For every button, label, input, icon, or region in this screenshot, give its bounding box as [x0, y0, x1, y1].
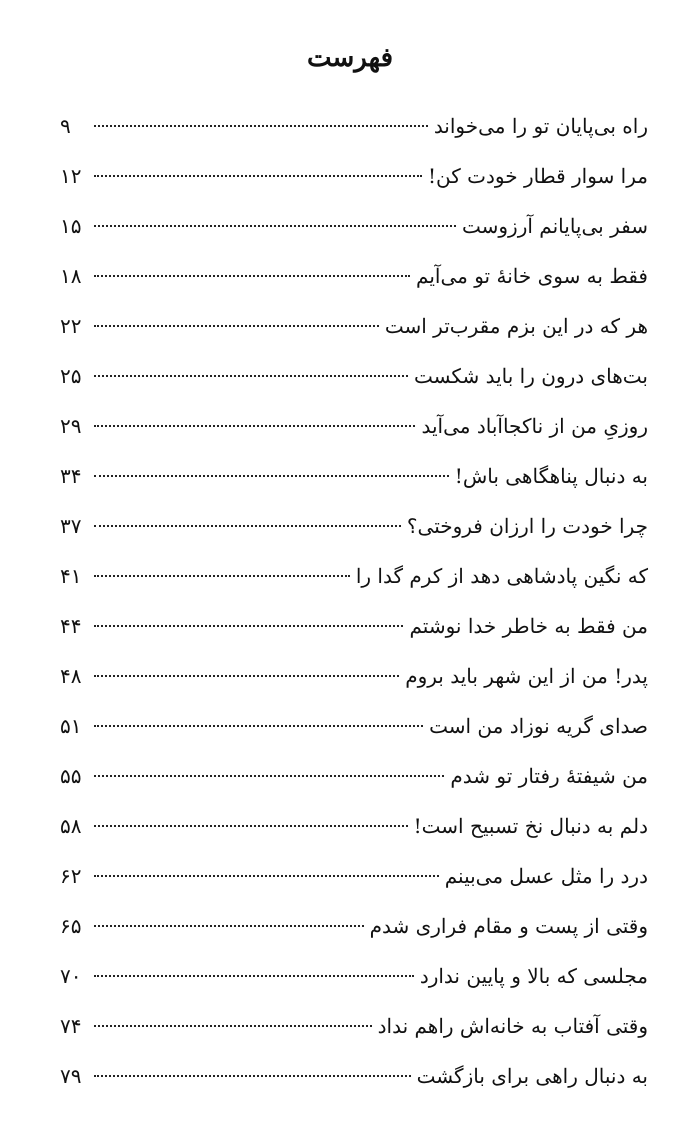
dot-leader: [94, 475, 449, 477]
dot-leader: [94, 625, 403, 627]
toc-entry-title: مرا سوار قطار خودت کن!: [428, 164, 648, 188]
toc-entry-page-number: ۷۹: [60, 1064, 82, 1088]
toc-entry: [60, 704, 648, 754]
page-title: فهرست: [306, 43, 394, 73]
toc-entry: [60, 354, 648, 404]
dot-leader: [94, 1025, 372, 1027]
toc-entry-page-number: ۳۴: [60, 464, 82, 488]
toc-entry-page-number: ۱۲: [60, 164, 82, 188]
toc-entry-page-number: ۶۵: [60, 914, 82, 938]
toc-entry: [60, 404, 648, 454]
toc-entry-title: چرا خودت را ارزان فروختی؟: [406, 514, 648, 538]
toc-entry: [60, 904, 648, 954]
toc-entry-page-number: ۵۵: [60, 764, 82, 788]
toc-entry-page-number: ۱۵: [60, 214, 82, 238]
toc-entry: [60, 454, 648, 504]
dot-leader: [94, 725, 423, 727]
toc-entry: [60, 204, 648, 254]
toc-entry-title: هر که در این بزم مقرب‌تر است: [384, 314, 648, 338]
toc-entry-page-number: ۲۵: [60, 364, 82, 388]
dot-leader: [94, 925, 364, 927]
toc-entry-title: پدر! من از این شهر باید بروم: [405, 664, 648, 688]
toc-entry: [60, 804, 648, 854]
dot-leader: [94, 425, 415, 427]
toc-entry-page-number: ۵۸: [60, 814, 82, 838]
toc-entry-title: دلم به دنبال نخ تسبیح است!: [413, 814, 648, 838]
toc-entry-page-number: ۷۰: [60, 964, 82, 988]
toc-entry: [60, 504, 648, 554]
toc-entry: [60, 554, 648, 604]
toc-entry: [60, 654, 648, 704]
dot-leader: [94, 1075, 411, 1077]
toc-entry-title: وقتی آفتاب به خانه‌اش راهم نداد: [377, 1014, 648, 1038]
toc-entry-title: به دنبال پناهگاهی باش!: [454, 464, 648, 488]
toc-entry-title: من شیفتۀ رفتار تو شدم: [450, 764, 648, 788]
toc-entry: [60, 604, 648, 654]
dot-leader: [94, 825, 408, 827]
dot-leader: [94, 775, 444, 777]
toc-entry: [60, 1054, 648, 1104]
toc-entry-page-number: ۷۴: [60, 1014, 82, 1038]
dot-leader: [94, 125, 428, 127]
dot-leader: [94, 225, 456, 227]
toc-entry-title: من فقط به خاطر خدا نوشتم: [409, 614, 648, 638]
toc-entry-title: به دنبال راهی برای بازگشت: [416, 1064, 648, 1088]
toc-entry-title: صدای گریه نوزاد من است: [429, 714, 648, 738]
toc-entry: [60, 954, 648, 1004]
dot-leader: [94, 375, 408, 377]
dot-leader: [94, 975, 414, 977]
toc-entry-page-number: ۹: [60, 114, 71, 138]
dot-leader: [94, 175, 422, 177]
toc-entry-page-number: ۲۹: [60, 414, 82, 438]
toc-entry-title: روزیِ من از ناکجاآباد می‌آید: [421, 414, 648, 438]
toc-entry-title: فقط به سوی خانۀ تو می‌آیم: [416, 264, 648, 288]
dot-leader: [94, 875, 439, 877]
dot-leader: [94, 525, 401, 527]
toc-entry-page-number: ۱۸: [60, 264, 82, 288]
toc-entry-title: وقتی از پست و مقام فراری شدم: [369, 914, 648, 938]
dot-leader: [94, 575, 350, 577]
toc-entry: [60, 854, 648, 904]
toc-entry: [60, 754, 648, 804]
toc-entry-title: بت‌های درون را باید شکست: [413, 364, 648, 388]
toc-entry-title: که نگین پادشاهی دهد از کرم گدا را: [355, 564, 648, 588]
table-of-contents: [60, 104, 648, 1104]
dot-leader: [94, 325, 379, 327]
toc-entry-page-number: ۲۲: [60, 314, 82, 338]
toc-entry-page-number: ۴۴: [60, 614, 82, 638]
toc-entry-page-number: ۴۸: [60, 664, 82, 688]
toc-entry: [60, 154, 648, 204]
toc-entry: [60, 304, 648, 354]
toc-entry-page-number: ۳۷: [60, 514, 82, 538]
toc-entry: [60, 104, 648, 154]
toc-entry-title: مجلسی که بالا و پایین ندارد: [419, 964, 648, 988]
toc-entry-page-number: ۶۲: [60, 864, 82, 888]
toc-entry-title: سفر بی‌پایانم آرزوست: [462, 214, 648, 238]
toc-entry-title: راه بی‌پایان تو را می‌خواند: [433, 114, 648, 138]
toc-entry-title: درد را مثل عسل می‌بینم: [444, 864, 648, 888]
toc-entry: [60, 254, 648, 304]
toc-entry-page-number: ۴۱: [60, 564, 82, 588]
dot-leader: [94, 675, 399, 677]
toc-entry-page-number: ۵۱: [60, 714, 82, 738]
toc-entry: [60, 1004, 648, 1054]
dot-leader: [94, 275, 410, 277]
